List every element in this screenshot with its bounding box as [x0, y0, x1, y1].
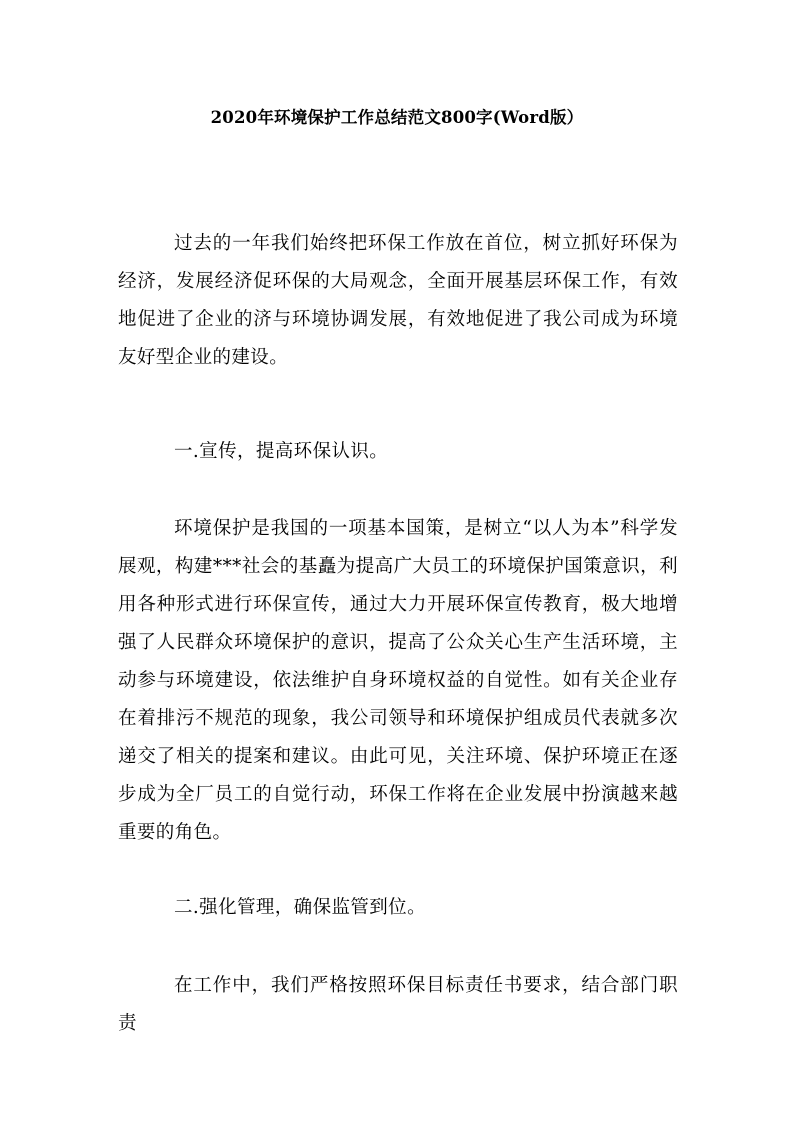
section-heading-management: 二.强化管理，确保监管到位。: [174, 897, 426, 918]
document-title: 2020年环境保护工作总结范文800字(Word版）: [210, 108, 584, 127]
paragraph-publicity: 环境保护是我国的一项基本国策，是树立“以人为本”科学发展观，构建***社会的基矗为提高广大员工的环境保护国策意识，利用各种形式进行环保宣传，通过大力开展环保宣传教育，极大地增强了人民群众环境保护的意识，提高了公众关心生产生活环境，主动参与环境建设，依法维护自身环境权益的自觉性。如有关企业存在着排污不规范的现象，我公司领导和环境保护组成员代表就多次递交了相关的提案和建议。由此可见，关注环境、保护环境正在逐步成为全厂员工的自觉行动，环保工作将在企业发展中扮演越来越重要的角色。: [118, 518, 678, 843]
paragraph-management: 在工作中，我们严格按照环保目标责任书要求，结合部门职责: [118, 975, 678, 1034]
paragraph-intro: 过去的一年我们始终把环保工作放在首位，树立抓好环保为经济，发展经济促环保的大局观念，全面开展基层环保工作，有效地促进了企业的济与环境协调发展，有效地促进了我公司成为环境友好型企业的建设。: [118, 233, 678, 368]
section-heading-publicity: 一.宣传，提高环保认识。: [174, 441, 389, 462]
